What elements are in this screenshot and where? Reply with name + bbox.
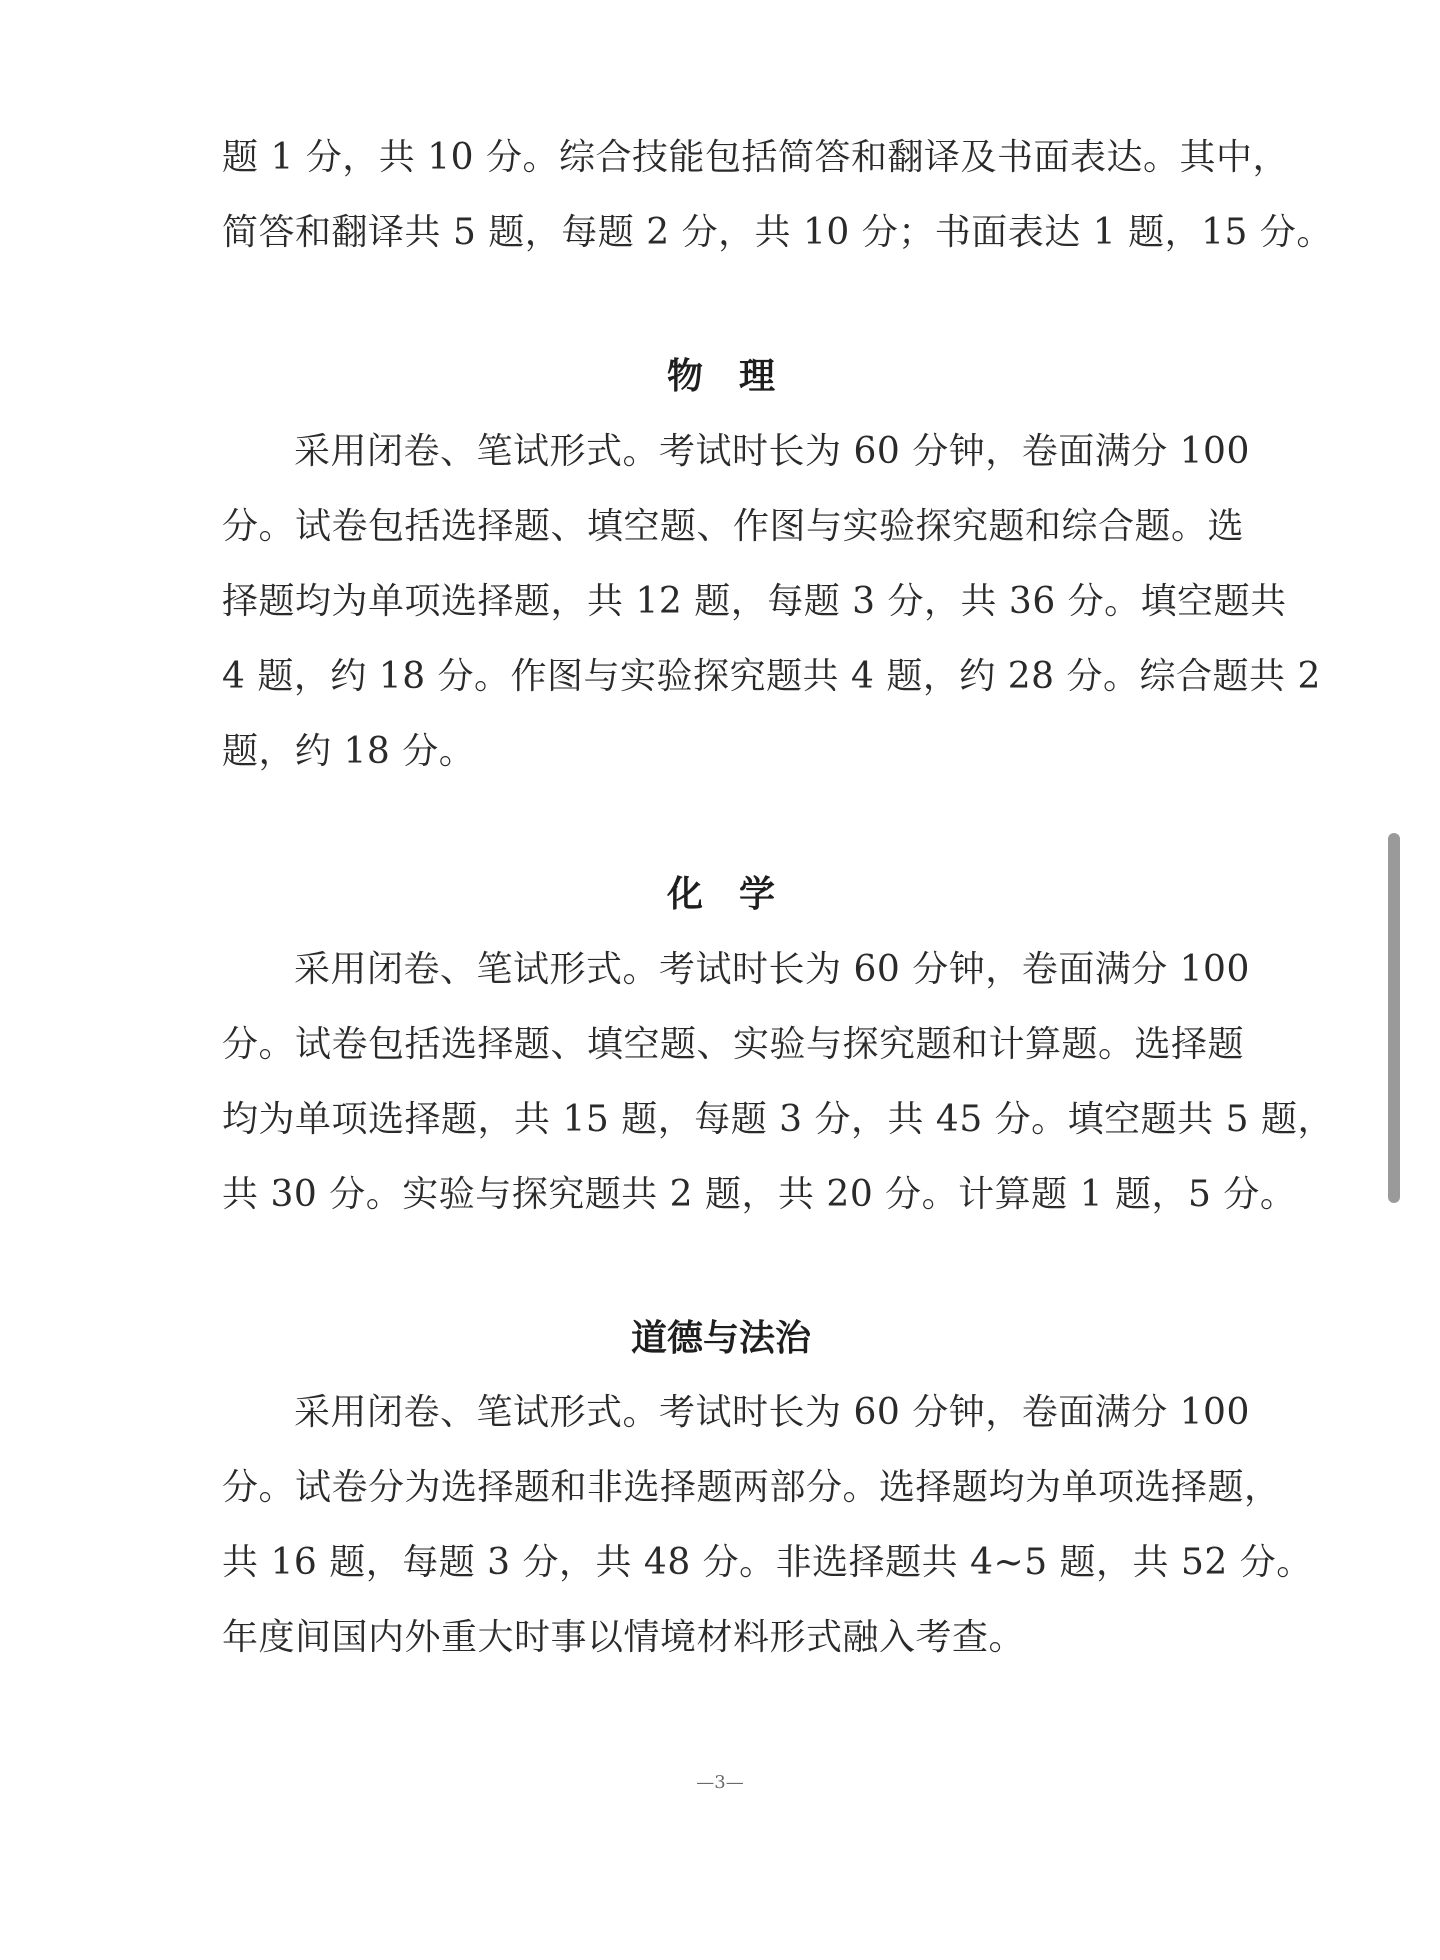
morality-law-paragraph bbox=[222, 1375, 1313, 1675]
page-number: —3— bbox=[696, 1772, 744, 1793]
section-heading-chemistry: 化 学 bbox=[666, 874, 775, 915]
paragraph-line: 题，约 18 分。 bbox=[222, 731, 476, 772]
paragraph-line: 采用闭卷、笔试形式。考试时长为 60 分钟，卷面满分 100 bbox=[294, 1392, 1250, 1433]
paragraph-line: 均为单项选择题，共 15 题，每题 3 分，共 45 分。填空题共 5 题， bbox=[222, 1099, 1334, 1140]
vertical-scrollbar[interactable] bbox=[1388, 833, 1400, 1203]
paragraph-line: 4 题，约 18 分。作图与实验探究题共 4 题，约 28 分。综合题共 2 bbox=[222, 656, 1321, 697]
paragraph-line: 采用闭卷、笔试形式。考试时长为 60 分钟，卷面满分 100 bbox=[294, 949, 1250, 990]
paragraph-line: 分。试卷包括选择题、填空题、作图与实验探究题和综合题。选 bbox=[222, 506, 1245, 547]
paragraph-line: 择题均为单项选择题，共 12 题，每题 3 分，共 36 分。填空题共 bbox=[222, 581, 1287, 622]
paragraph-line: 分。试卷分为选择题和非选择题两部分。选择题均为单项选择题， bbox=[222, 1467, 1281, 1508]
paragraph-line: 采用闭卷、笔试形式。考试时长为 60 分钟，卷面满分 100 bbox=[294, 431, 1250, 472]
section-heading-physics: 物 理 bbox=[666, 356, 775, 397]
paragraph-line: 共 16 题，每题 3 分，共 48 分。非选择题共 4~5 题，共 52 分。 bbox=[222, 1542, 1313, 1583]
paragraph-line: 简答和翻译共 5 题，每题 2 分，共 10 分；书面表达 1 题，15 分。 bbox=[222, 212, 1333, 253]
paragraph-line: 年度间国内外重大时事以情境材料形式融入考查。 bbox=[222, 1617, 1026, 1658]
paragraph-line: 分。试卷包括选择题、填空题、实验与探究题和计算题。选择题 bbox=[222, 1024, 1245, 1065]
section-heading-morality-law: 道德与法治 bbox=[630, 1318, 811, 1359]
paragraph-line: 题 1 分，共 10 分。综合技能包括简答和翻译及书面表达。其中， bbox=[222, 137, 1289, 178]
physics-paragraph bbox=[222, 414, 1321, 789]
continuation-paragraph bbox=[222, 120, 1333, 270]
chemistry-paragraph bbox=[222, 932, 1334, 1232]
paragraph-line: 共 30 分。实验与探究题共 2 题，共 20 分。计算题 1 题，5 分。 bbox=[222, 1174, 1297, 1215]
